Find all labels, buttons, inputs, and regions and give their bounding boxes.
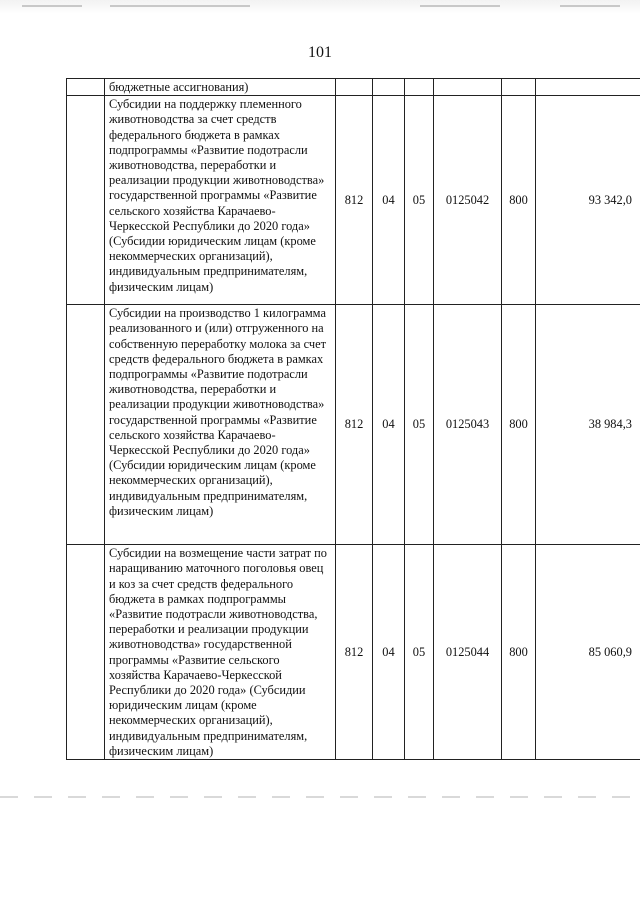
description-cell: Субсидии на производство 1 килограмма реализованного и (или) отгруженного на собственную переработку молока за счет средств федерального бюджета в рамках подпрограммы «Развитие подотрасли животноводства, переработки и реализации продукции животноводства» государственной программы «Развитие сельского хозяйства Карачаево-Черкесской Республики до 2020 года» (Субсидии юридическим лицам (кроме некоммерческих организаций), индивидуальным предпринимателям, физическим лицам) bbox=[105, 305, 336, 545]
scan-edge bbox=[0, 0, 640, 14]
ministry-cell: 812 bbox=[336, 545, 373, 760]
amount-cell: 38 984,3 bbox=[536, 305, 640, 545]
scan-speck bbox=[110, 5, 250, 7]
ministry-cell bbox=[336, 79, 373, 96]
section-cell: 04 bbox=[373, 545, 405, 760]
subsection-cell: 05 bbox=[405, 545, 434, 760]
scan-artifact bbox=[0, 796, 640, 798]
ministry-cell: 812 bbox=[336, 96, 373, 305]
section-cell: 04 bbox=[373, 96, 405, 305]
subsection-cell bbox=[405, 79, 434, 96]
expense-type-cell: 800 bbox=[502, 545, 536, 760]
ministry-cell: 812 bbox=[336, 305, 373, 545]
target-article-cell bbox=[434, 79, 502, 96]
subsection-cell: 05 bbox=[405, 305, 434, 545]
scan-speck bbox=[22, 5, 82, 7]
target-article-cell: 0125042 bbox=[434, 96, 502, 305]
description-cell: Субсидии на поддержку племенного животноводства за счет средств федерального бюджета в рамках подпрограммы «Развитие подотрасли животноводства, переработки и реализации продукции животноводства» государственной программы «Развитие сельского хозяйства Карачаево-Черкесской Республики до 2020 года» (Субсидии юридическим лицам (кроме некоммерческих организаций), индивидуальным предпринимателям, физическим лицам) bbox=[105, 96, 336, 305]
section-cell bbox=[373, 79, 405, 96]
scan-speck bbox=[420, 5, 500, 7]
table-row bbox=[67, 305, 640, 545]
target-article-cell: 0125043 bbox=[434, 305, 502, 545]
amount-cell: 85 060,9 bbox=[536, 545, 640, 760]
section-cell: 04 bbox=[373, 305, 405, 545]
expense-type-cell bbox=[502, 79, 536, 96]
target-article-cell: 0125044 bbox=[434, 545, 502, 760]
table-row bbox=[67, 545, 640, 760]
budget-table bbox=[66, 78, 640, 760]
number-cell bbox=[67, 79, 105, 96]
table-row bbox=[67, 96, 640, 305]
page-number: 101 bbox=[308, 44, 332, 61]
scan-speck bbox=[560, 5, 620, 7]
subsection-cell: 05 bbox=[405, 96, 434, 305]
number-cell bbox=[67, 305, 105, 545]
number-cell bbox=[67, 96, 105, 305]
amount-cell bbox=[536, 79, 640, 96]
expense-type-cell: 800 bbox=[502, 96, 536, 305]
expense-type-cell: 800 bbox=[502, 305, 536, 545]
number-cell bbox=[67, 545, 105, 760]
description-cell: бюджетные ассигнования) bbox=[105, 79, 336, 96]
amount-cell: 93 342,0 bbox=[536, 96, 640, 305]
description-cell: Субсидии на возмещение части затрат по наращиванию маточного поголовья овец и коз за счет средств федерального бюджета в рамках подпрограммы «Развитие подотрасли животноводства, переработки и реализации продукции животноводства» государственной программы «Развитие сельского хозяйства Карачаево-Черкесской Республики до 2020 года» (Субсидии юридическим лицам (кроме некоммерческих организаций), индивидуальным предпринимателям, физическим лицам) bbox=[105, 545, 336, 760]
table-row-continuation bbox=[67, 79, 640, 96]
